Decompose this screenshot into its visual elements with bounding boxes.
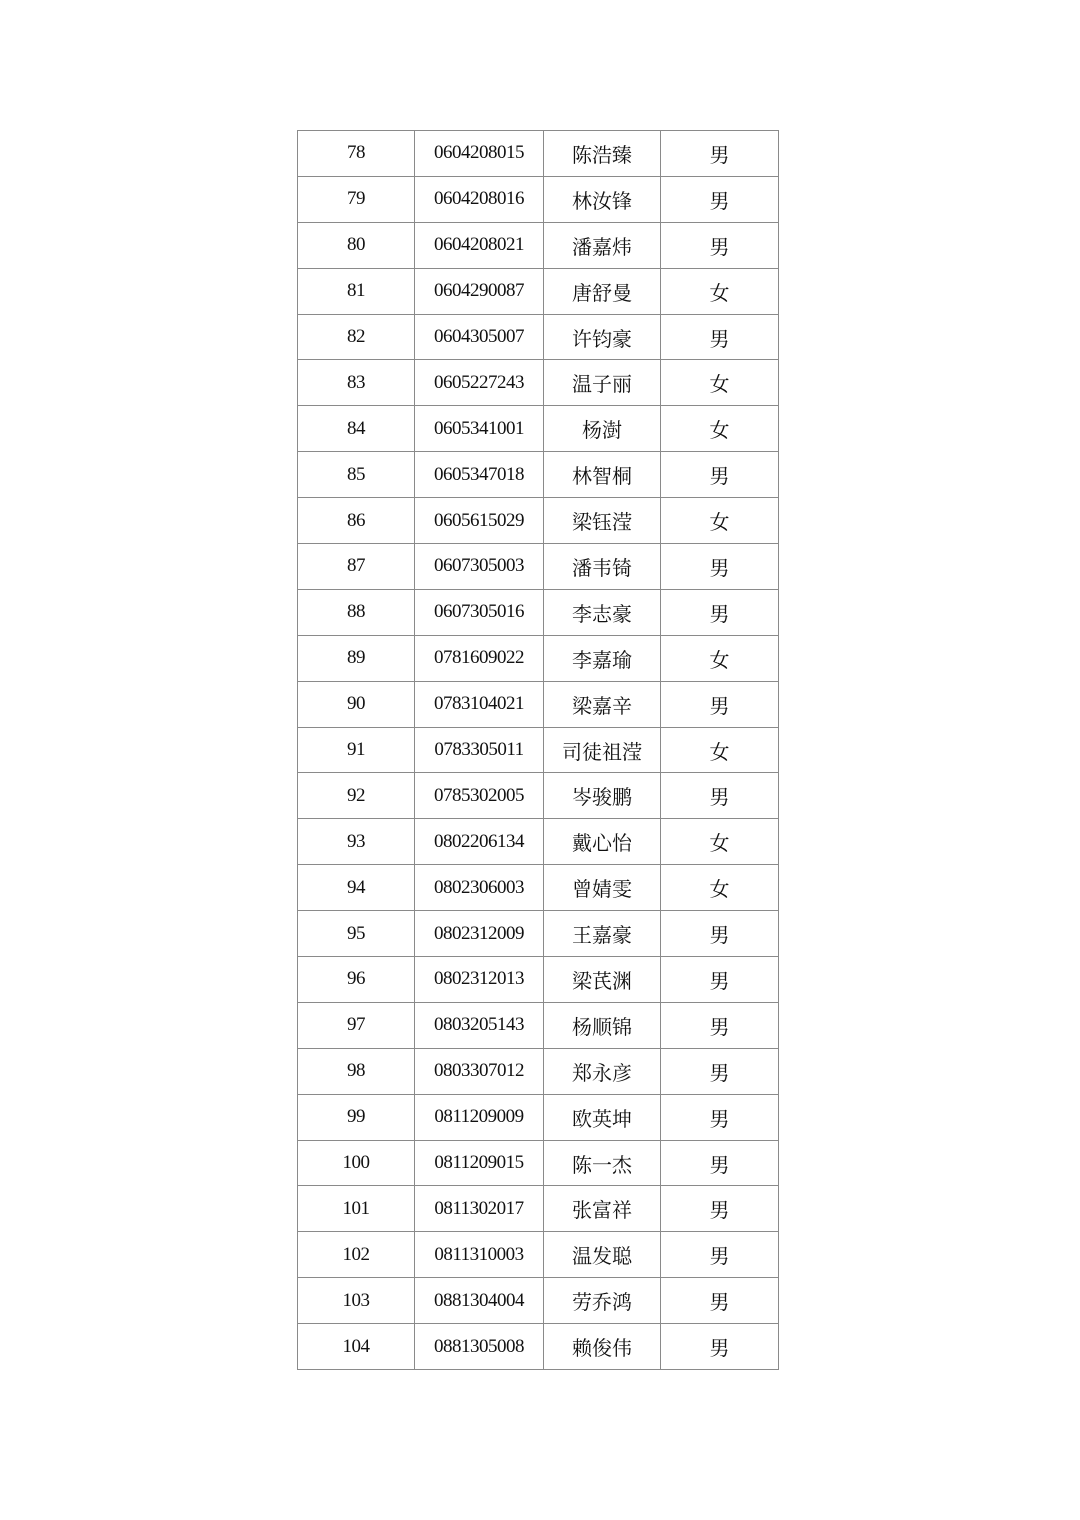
student-name-cell: 李嘉瑜 — [544, 635, 661, 681]
student-name-cell: 李志豪 — [544, 589, 661, 635]
gender-cell: 男 — [661, 176, 779, 222]
student-id-cell: 0604290087 — [415, 268, 544, 314]
table-row — [298, 176, 779, 222]
student-name-cell: 王嘉豪 — [544, 911, 661, 957]
row-number-cell: 95 — [298, 911, 415, 957]
gender-cell: 男 — [661, 589, 779, 635]
student-id-cell: 0604208021 — [415, 222, 544, 268]
table-row — [298, 635, 779, 681]
gender-cell: 女 — [661, 268, 779, 314]
student-id-cell: 0607305003 — [415, 544, 544, 590]
row-number-cell: 78 — [298, 131, 415, 177]
student-name-cell: 梁芪渊 — [544, 957, 661, 1003]
gender-cell: 女 — [661, 727, 779, 773]
table-row — [298, 819, 779, 865]
table-row — [298, 1186, 779, 1232]
table-row — [298, 222, 779, 268]
gender-cell: 男 — [661, 222, 779, 268]
student-name-cell: 岑骏鹏 — [544, 773, 661, 819]
student-name-cell: 梁钰滢 — [544, 498, 661, 544]
student-name-cell: 戴心怡 — [544, 819, 661, 865]
gender-cell: 男 — [661, 1048, 779, 1094]
student-name-cell: 潘嘉炜 — [544, 222, 661, 268]
row-number-cell: 86 — [298, 498, 415, 544]
student-name-cell: 林智桐 — [544, 452, 661, 498]
gender-cell: 女 — [661, 360, 779, 406]
student-id-cell: 0803307012 — [415, 1048, 544, 1094]
row-number-cell: 79 — [298, 176, 415, 222]
row-number-cell: 100 — [298, 1140, 415, 1186]
gender-cell: 男 — [661, 1232, 779, 1278]
student-name-cell: 曾婧雯 — [544, 865, 661, 911]
student-name-cell: 温子丽 — [544, 360, 661, 406]
student-name-cell: 潘韦锜 — [544, 544, 661, 590]
gender-cell: 男 — [661, 1094, 779, 1140]
table-row — [298, 589, 779, 635]
gender-cell: 女 — [661, 635, 779, 681]
table-row — [298, 452, 779, 498]
table-row — [298, 544, 779, 590]
student-name-cell: 陈浩臻 — [544, 131, 661, 177]
student-name-cell: 劳乔鸿 — [544, 1278, 661, 1324]
gender-cell: 男 — [661, 911, 779, 957]
student-name-cell: 杨澍 — [544, 406, 661, 452]
table-row — [298, 911, 779, 957]
student-name-cell: 郑永彦 — [544, 1048, 661, 1094]
row-number-cell: 83 — [298, 360, 415, 406]
student-id-cell: 0604208015 — [415, 131, 544, 177]
table-row — [298, 314, 779, 360]
student-id-cell: 0811302017 — [415, 1186, 544, 1232]
student-id-cell: 0607305016 — [415, 589, 544, 635]
table-row — [298, 681, 779, 727]
student-name-cell: 陈一杰 — [544, 1140, 661, 1186]
table-row — [298, 131, 779, 177]
table-row — [298, 773, 779, 819]
student-name-cell: 温发聪 — [544, 1232, 661, 1278]
table-row — [298, 1140, 779, 1186]
student-id-cell: 0881305008 — [415, 1324, 544, 1370]
student-id-cell: 0802312009 — [415, 911, 544, 957]
student-id-cell: 0605347018 — [415, 452, 544, 498]
row-number-cell: 98 — [298, 1048, 415, 1094]
gender-cell: 男 — [661, 957, 779, 1003]
student-id-cell: 0604208016 — [415, 176, 544, 222]
roster-table-body — [298, 131, 779, 1370]
student-id-cell: 0605341001 — [415, 406, 544, 452]
table-row — [298, 865, 779, 911]
student-id-cell: 0605615029 — [415, 498, 544, 544]
student-id-cell: 0605227243 — [415, 360, 544, 406]
row-number-cell: 97 — [298, 1002, 415, 1048]
row-number-cell: 89 — [298, 635, 415, 681]
gender-cell: 女 — [661, 819, 779, 865]
table-row — [298, 498, 779, 544]
student-name-cell: 张富祥 — [544, 1186, 661, 1232]
student-name-cell: 许钧豪 — [544, 314, 661, 360]
student-id-cell: 0811209015 — [415, 1140, 544, 1186]
table-row — [298, 1048, 779, 1094]
row-number-cell: 80 — [298, 222, 415, 268]
table-row — [298, 1278, 779, 1324]
student-id-cell: 0881304004 — [415, 1278, 544, 1324]
gender-cell: 男 — [661, 1002, 779, 1048]
row-number-cell: 82 — [298, 314, 415, 360]
table-row — [298, 1324, 779, 1370]
table-row — [298, 1232, 779, 1278]
row-number-cell: 104 — [298, 1324, 415, 1370]
gender-cell: 男 — [661, 314, 779, 360]
gender-cell: 男 — [661, 1278, 779, 1324]
student-id-cell: 0783305011 — [415, 727, 544, 773]
student-name-cell: 唐舒曼 — [544, 268, 661, 314]
table-row — [298, 1002, 779, 1048]
row-number-cell: 96 — [298, 957, 415, 1003]
gender-cell: 男 — [661, 1324, 779, 1370]
table-row — [298, 1094, 779, 1140]
gender-cell: 男 — [661, 452, 779, 498]
row-number-cell: 99 — [298, 1094, 415, 1140]
gender-cell: 男 — [661, 131, 779, 177]
student-id-cell: 0802312013 — [415, 957, 544, 1003]
student-id-cell: 0802306003 — [415, 865, 544, 911]
gender-cell: 女 — [661, 406, 779, 452]
roster-table — [297, 130, 779, 1370]
row-number-cell: 101 — [298, 1186, 415, 1232]
gender-cell: 女 — [661, 865, 779, 911]
student-id-cell: 0811310003 — [415, 1232, 544, 1278]
gender-cell: 男 — [661, 1140, 779, 1186]
student-name-cell: 司徒祖滢 — [544, 727, 661, 773]
student-id-cell: 0781609022 — [415, 635, 544, 681]
table-row — [298, 957, 779, 1003]
table-row — [298, 406, 779, 452]
table-row — [298, 360, 779, 406]
student-name-cell: 林汝锋 — [544, 176, 661, 222]
gender-cell: 女 — [661, 498, 779, 544]
gender-cell: 男 — [661, 1186, 779, 1232]
row-number-cell: 81 — [298, 268, 415, 314]
row-number-cell: 91 — [298, 727, 415, 773]
row-number-cell: 85 — [298, 452, 415, 498]
student-name-cell: 梁嘉辛 — [544, 681, 661, 727]
gender-cell: 男 — [661, 773, 779, 819]
row-number-cell: 90 — [298, 681, 415, 727]
student-name-cell: 欧英坤 — [544, 1094, 661, 1140]
row-number-cell: 103 — [298, 1278, 415, 1324]
table-row — [298, 727, 779, 773]
table-row — [298, 268, 779, 314]
student-name-cell: 赖俊伟 — [544, 1324, 661, 1370]
row-number-cell: 94 — [298, 865, 415, 911]
row-number-cell: 102 — [298, 1232, 415, 1278]
row-number-cell: 84 — [298, 406, 415, 452]
gender-cell: 男 — [661, 681, 779, 727]
student-id-cell: 0783104021 — [415, 681, 544, 727]
student-id-cell: 0811209009 — [415, 1094, 544, 1140]
gender-cell: 男 — [661, 544, 779, 590]
row-number-cell: 88 — [298, 589, 415, 635]
row-number-cell: 93 — [298, 819, 415, 865]
row-number-cell: 87 — [298, 544, 415, 590]
student-name-cell: 杨顺锦 — [544, 1002, 661, 1048]
student-id-cell: 0802206134 — [415, 819, 544, 865]
row-number-cell: 92 — [298, 773, 415, 819]
student-id-cell: 0803205143 — [415, 1002, 544, 1048]
student-id-cell: 0604305007 — [415, 314, 544, 360]
student-id-cell: 0785302005 — [415, 773, 544, 819]
